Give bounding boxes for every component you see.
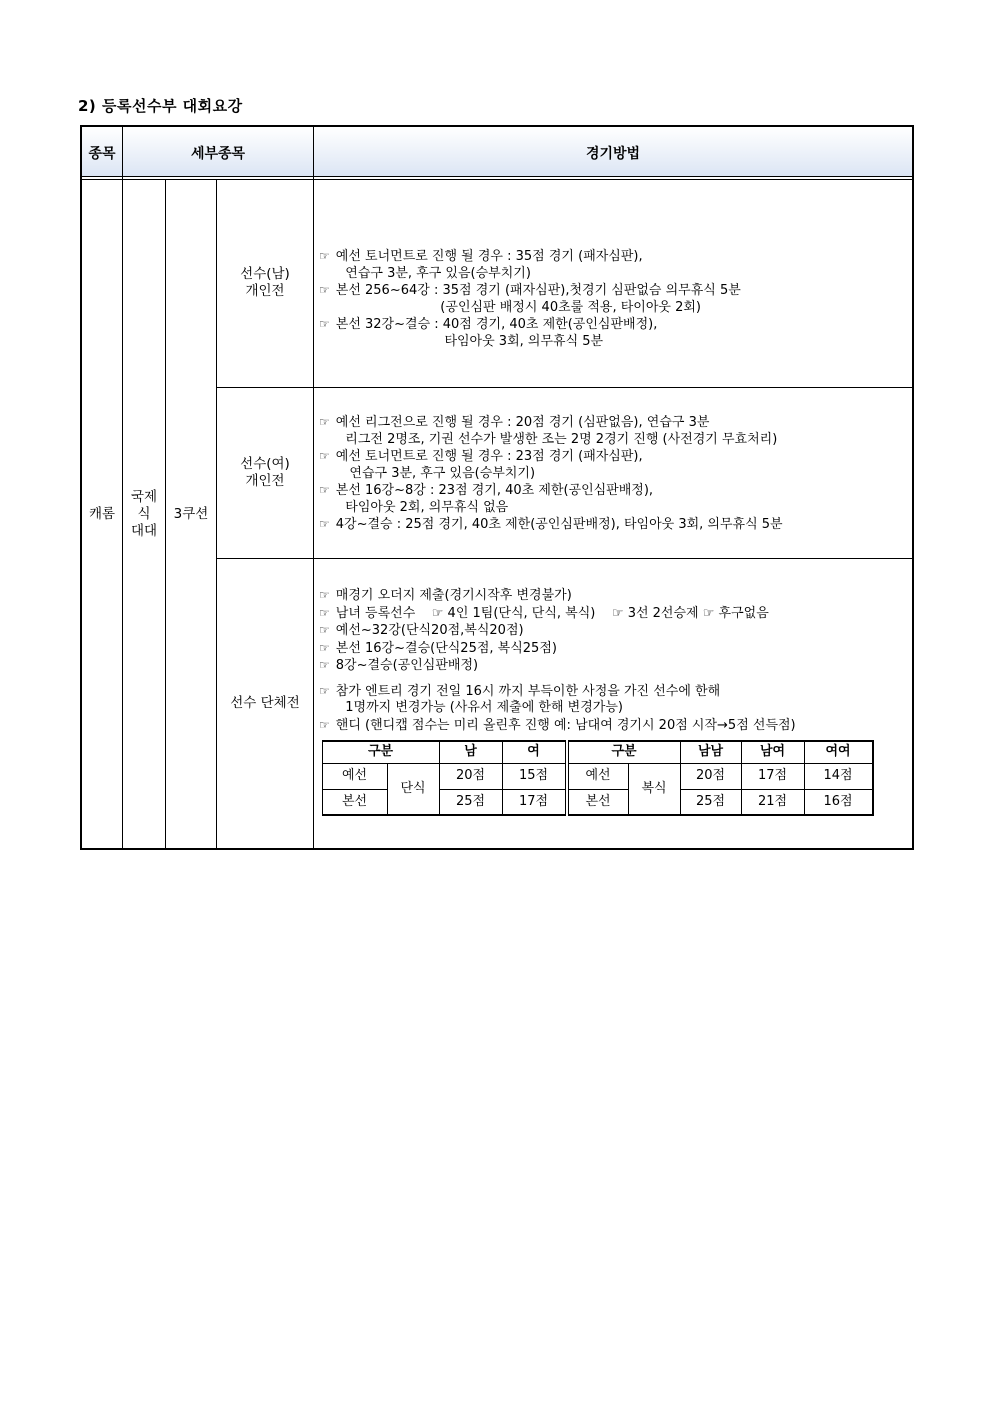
type-3cushion: 3쿠션 <box>173 506 209 522</box>
handicap-left-stage-prelim: 예선 <box>341 768 368 783</box>
method-line <box>319 448 783 466</box>
method-line-text: (공인심판 배정시 40초룰 적용, 타이아웃 2회) <box>337 299 701 315</box>
row-divider-1 <box>216 387 912 388</box>
pointing-hand-icon: ☞ <box>319 605 330 620</box>
pointing-hand-icon: ☞ <box>319 283 330 297</box>
header-divider <box>82 176 912 180</box>
event-carom: 캐롬 <box>88 506 116 522</box>
handicap-table <box>322 740 874 816</box>
handicap-right-header-ww: 여여 <box>825 744 851 759</box>
method-line <box>319 300 741 317</box>
method-line <box>319 248 741 266</box>
col-divider-1 <box>122 127 123 848</box>
col-divider-3 <box>313 127 314 848</box>
method-line-text: 본선 256~64강 : 35점 경기 (패자심판),첫경기 심판없슴 의무휴식 5분 <box>335 283 741 298</box>
header-event: 종목 <box>88 146 116 162</box>
method-line <box>319 500 783 517</box>
method-line <box>319 675 796 683</box>
method-line-text: 남녀 등록선수 ☞ 4인 1팀(단식, 단식, 복식) ☞ 3선 2선승제 ☞ 후구없음 <box>335 605 769 621</box>
class-international: 국제 식 대대 <box>130 489 158 539</box>
handicap-left-type: 단식 <box>400 781 426 796</box>
method-line <box>319 587 796 605</box>
section-heading: 2) 등록선수부 대회요강 <box>78 97 243 115</box>
method-line-text: 예선~32강(단식20점,복식20점) <box>335 623 524 638</box>
method-line <box>319 432 783 449</box>
method-line-text: 연습구 3분, 후구 있음(승부치기) <box>337 265 531 281</box>
method-line-text: 4강~결승 : 25점 경기, 40초 제한(공인심판배정), 타임아웃 3회, 의무휴식 5분 <box>335 517 783 532</box>
pointing-hand-icon: ☞ <box>319 415 330 429</box>
header-method: 경기방법 <box>585 146 641 162</box>
method-line <box>319 640 796 658</box>
handicap-right-stage-main: 본선 <box>585 794 611 809</box>
method-line <box>319 334 741 351</box>
method-line <box>319 466 783 483</box>
handicap-right-header-mw: 남여 <box>759 744 786 759</box>
division-men: 선수(남) 개인전 <box>240 266 290 299</box>
method-line-text: 예선 토너먼트로 진행 될 경우 : 35점 경기 (패자심판), <box>335 249 643 264</box>
division-team: 선수 단체전 <box>230 695 300 711</box>
method-line-text: 타임아웃 3회, 의무휴식 5분 <box>337 333 604 349</box>
method-line-text: 매경기 오더지 제출(경기시작후 변경불가) <box>335 588 572 603</box>
pointing-hand-icon: ☞ <box>319 658 330 672</box>
pointing-hand-icon: ☞ <box>319 249 330 263</box>
method-line-text: 리그전 2명조, 기권 선수가 발생한 조는 2명 2경기 진행 (사전경기 무효처리) <box>337 431 778 447</box>
handicap-left-header-men: 남 <box>464 744 477 759</box>
method-list-men <box>319 248 741 350</box>
pointing-hand-icon: ☞ <box>319 623 330 637</box>
handicap-cell: 14점 <box>823 768 853 783</box>
method-line-text: 본선 16강~8강 : 23점 경기, 40초 제한(공인심판배정), <box>335 483 654 498</box>
handicap-cell: 17점 <box>757 768 788 783</box>
handicap-cell: 25점 <box>695 794 726 809</box>
method-line-text: 연습구 3분, 후구 있음(승부치기) <box>337 465 536 481</box>
method-line <box>319 700 796 717</box>
method-line <box>319 683 796 701</box>
method-line <box>319 516 783 534</box>
method-line-text: 1명까지 변경가능 (사유서 제출에 한해 변경가능) <box>337 700 623 715</box>
method-line-text: 핸디 (핸디캡 점수는 미리 올린후 진행 예: 남대여 경기시 20점 시작→5점 선득점) <box>335 717 796 733</box>
method-line <box>319 414 783 432</box>
method-line <box>319 266 741 283</box>
method-line-text: 참가 엔트리 경기 전일 16시 까지 부득이한 사정을 가진 선수에 한해 <box>335 683 721 699</box>
handicap-cell: 17점 <box>518 794 549 809</box>
method-line <box>319 657 796 675</box>
division-women: 선수(여) 개인전 <box>240 456 290 489</box>
handicap-right-header-mm: 남남 <box>697 744 724 759</box>
handicap-right-header-category: 구분 <box>611 744 637 759</box>
pointing-hand-icon: ☞ <box>319 588 330 602</box>
handicap-left-header-category: 구분 <box>367 744 394 759</box>
method-list-women <box>319 414 783 534</box>
handicap-cell: 15점 <box>518 768 549 783</box>
pointing-hand-icon: ☞ <box>319 640 330 655</box>
handicap-left-stage-main: 본선 <box>341 794 368 809</box>
handicap-cell: 20점 <box>695 768 726 783</box>
method-line <box>319 482 783 500</box>
method-line <box>319 282 741 300</box>
pointing-hand-icon: ☞ <box>319 449 330 463</box>
header-sub-event: 세부종목 <box>190 146 246 162</box>
pointing-hand-icon: ☞ <box>319 483 330 497</box>
method-line <box>319 316 741 334</box>
method-line-text: 타임아웃 2회, 의무휴식 없음 <box>337 499 509 515</box>
method-line-text: 8강~결승(공인심판배정) <box>335 658 479 673</box>
handicap-right-stage-prelim: 예선 <box>585 768 611 783</box>
method-line-text: 예선 토너먼트로 진행 될 경우 : 23점 경기 (패자심판), <box>335 449 643 464</box>
method-line <box>319 605 796 623</box>
handicap-cell: 16점 <box>823 794 853 809</box>
pointing-hand-icon: ☞ <box>319 683 330 698</box>
handicap-cell: 21점 <box>757 794 788 809</box>
method-line-text: 본선 16강~결승(단식25점, 복식25점) <box>335 640 557 656</box>
row-divider-2 <box>216 558 912 559</box>
handicap-cell: 20점 <box>455 768 486 783</box>
method-line <box>319 622 796 640</box>
method-list-team <box>319 587 796 734</box>
pointing-hand-icon: ☞ <box>319 517 330 531</box>
handicap-cell: 25점 <box>455 794 486 809</box>
pointing-hand-icon: ☞ <box>319 717 330 732</box>
handicap-left-header-women: 여 <box>527 744 540 759</box>
method-line-text: 본선 32강~결승 : 40점 경기, 40초 제한(공인심판배정), <box>335 317 658 332</box>
method-line <box>319 717 796 735</box>
method-line-text: 예선 리그전으로 진행 될 경우 : 20점 경기 (심판없음), 연습구 3분 <box>335 415 710 430</box>
pointing-hand-icon: ☞ <box>319 317 330 331</box>
handicap-right-type: 복식 <box>641 781 667 796</box>
